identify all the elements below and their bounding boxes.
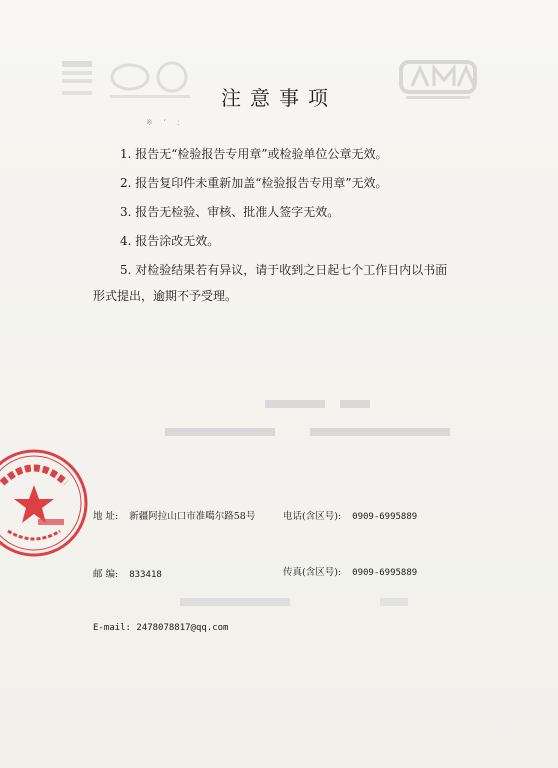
fax-label: 传真(含区号):: [283, 567, 342, 578]
email-value: 2478078817@qq.com: [136, 623, 229, 633]
note-item-3: 3. 报告无检验、审核、批准人签字无效。: [120, 205, 340, 219]
fax-row: [283, 564, 417, 578]
official-seal-stamp: [0, 447, 90, 559]
page-title: 注意事项: [221, 86, 337, 110]
notes-list: [95, 140, 515, 285]
phone-row: [283, 508, 417, 522]
note-item-1: 1. 报告无“检验报告专用章”或检验单位公章无效。: [120, 147, 388, 161]
phone-label: 电话(含区号):: [283, 511, 342, 522]
note-item-5-continuation: 形式提出，逾期不予受理。: [93, 289, 238, 303]
note-item-4: 4. 报告涂改无效。: [120, 234, 220, 248]
postcode-label: 邮 编:: [93, 569, 119, 580]
postcode-row: [93, 566, 162, 580]
phone-value: 0909-6995889: [352, 512, 418, 522]
address-value: 新疆阿拉山口市准噶尔路58号: [129, 511, 256, 522]
postcode-value: 833418: [129, 570, 162, 580]
fax-value: 0909-6995889: [352, 568, 418, 578]
email-row: [93, 623, 228, 633]
note-item-5: 5. 对检验结果若有异议，请于收到之日起七个工作日内以书面: [120, 263, 448, 277]
handwritten-marks: ※ ‘ ：: [146, 118, 189, 127]
bleed-through-footer: [180, 596, 410, 610]
email-label: E-mail:: [93, 623, 131, 633]
address-row: [93, 508, 255, 522]
address-label: 地 址:: [93, 511, 119, 522]
bleed-through-marks: [165, 392, 495, 444]
note-item-2: 2. 报告复印件未重新加盖“检验报告专用章”无效。: [120, 176, 388, 190]
